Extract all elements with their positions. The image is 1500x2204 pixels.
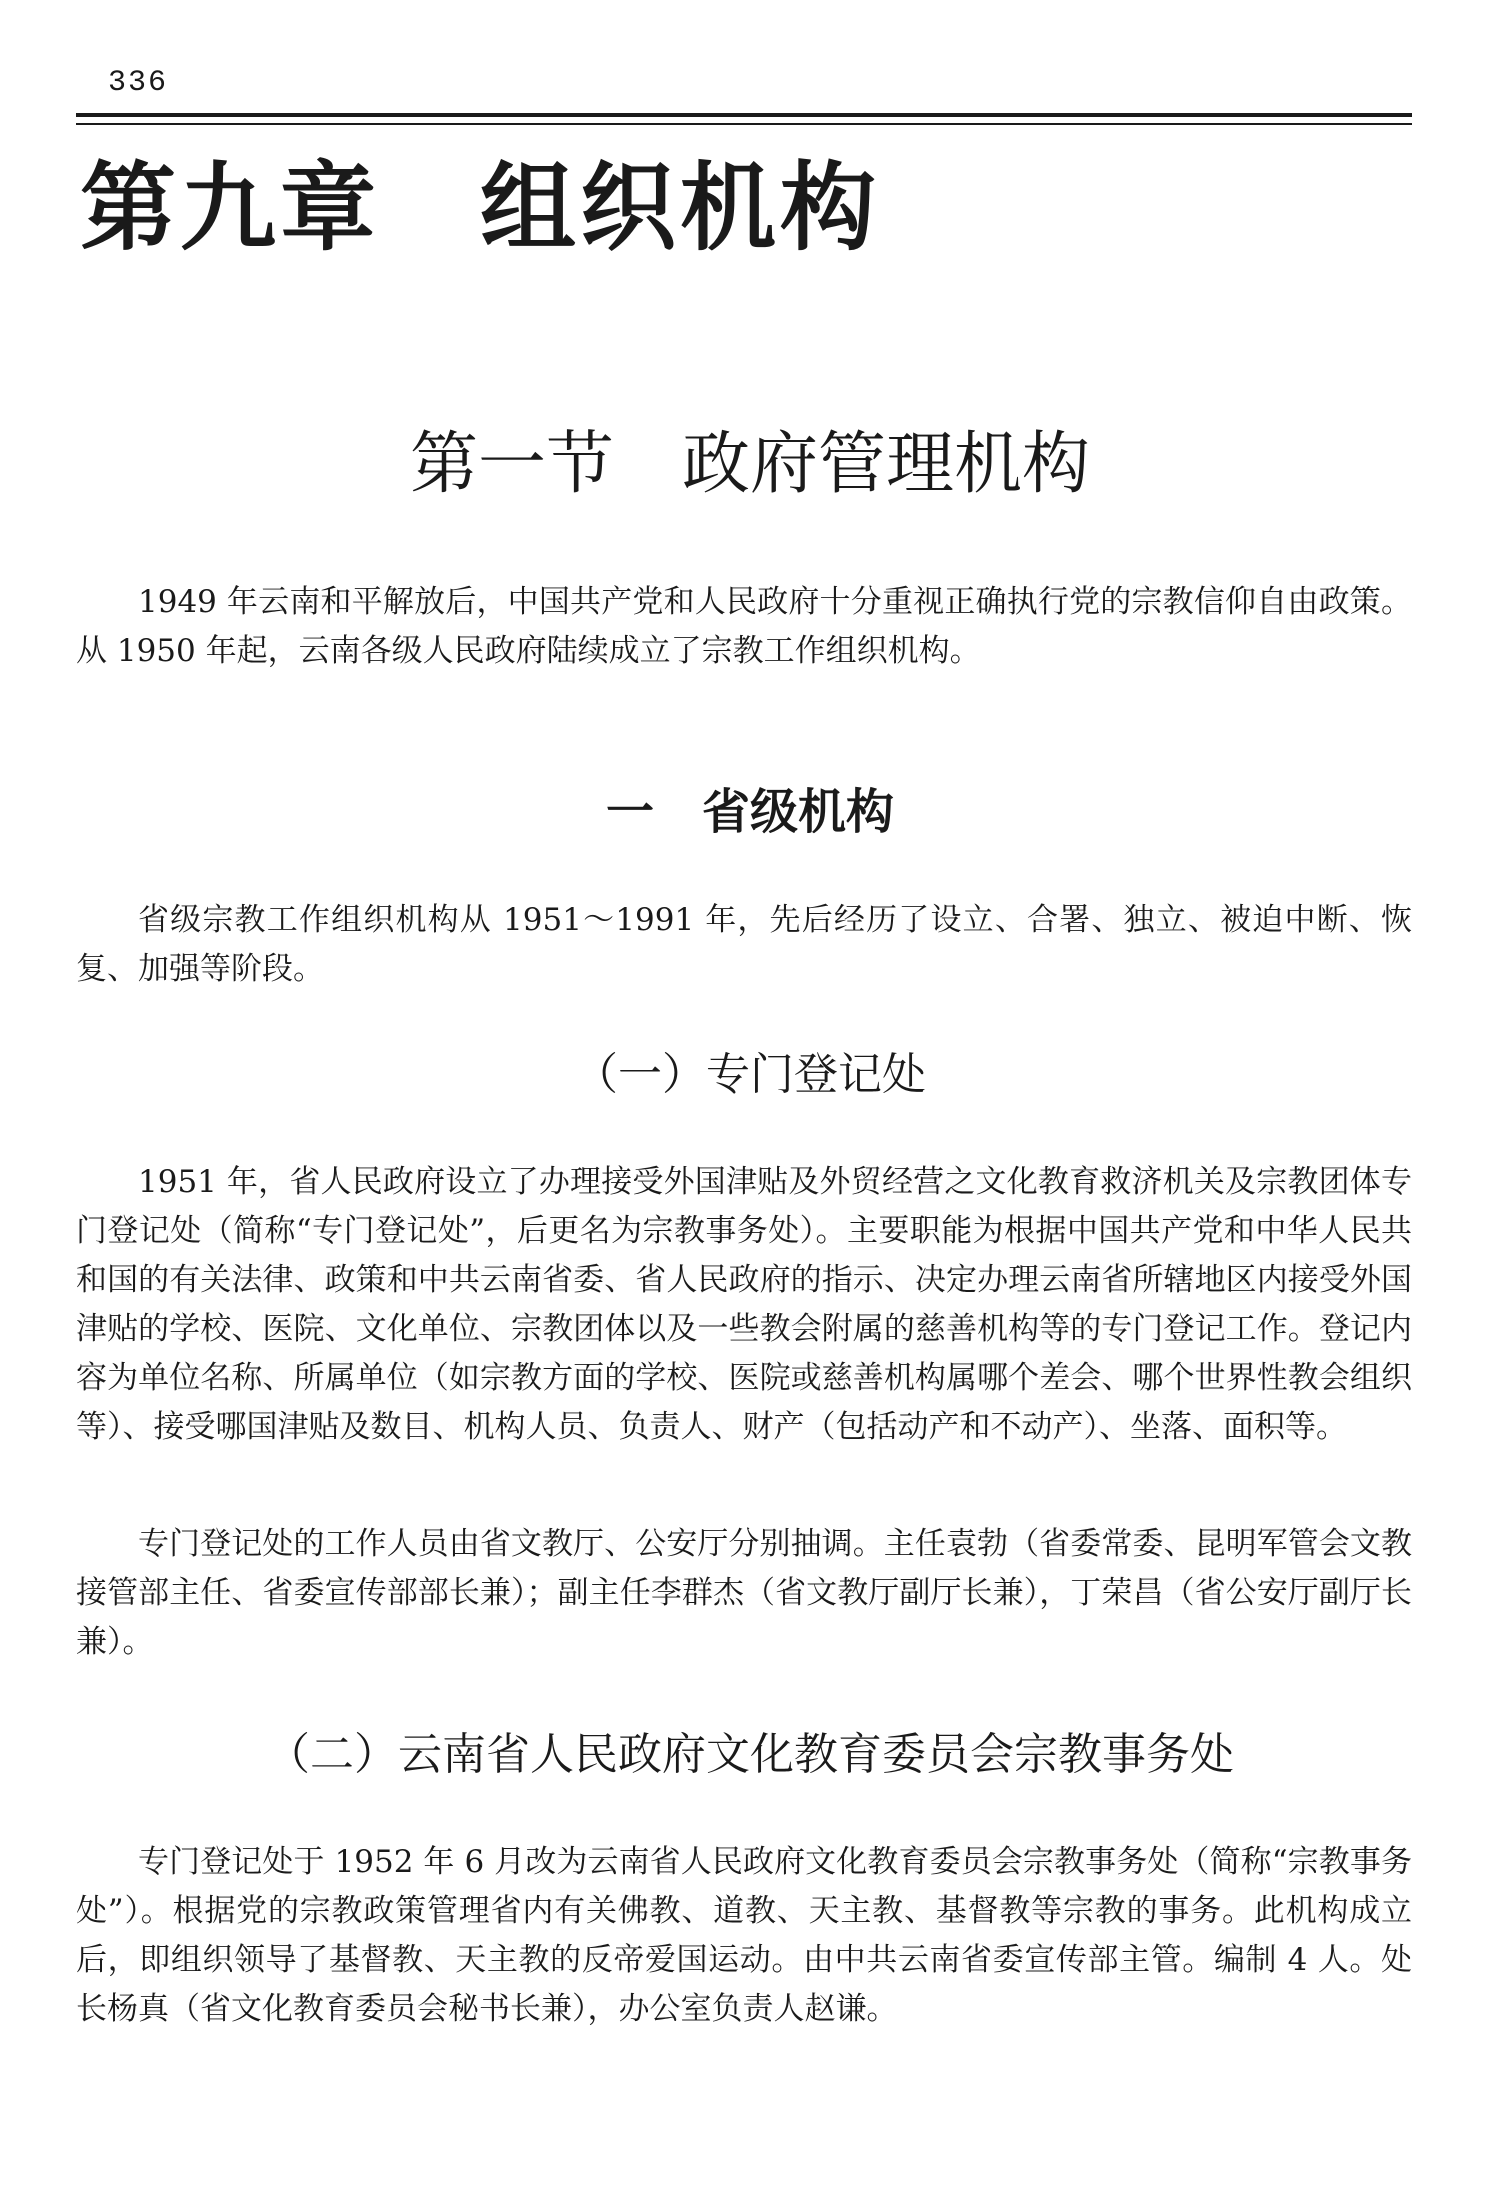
part1-heading: （一）专门登记处 <box>574 1049 926 1100</box>
subsection-title: 一 省级机构 <box>605 784 894 840</box>
page-number: 336 <box>108 66 169 100</box>
part1-paragraph-1: 1951 年，省人民政府设立了办理接受外国津贴及外贸经营之文化教育救济机关及宗教团体专门登记处（简称“专门登记处”，后更名为宗教事务处）。主要职能为根据中国共产党和中华人民共和国的有关法律、政策和中共云南省委、省人民政府的指示、决定办理云南省所辖地区内接受外国津贴的学校、医院、文化单位、宗教团体以及一些教会附属的慈善机构等的专门登记工作。登记内容为单位名称、所属单位（如宗教方面的学校、医院或慈善机构属哪个差会、哪个世界性教会组织等）、接受哪国津贴及数目、机构人员、负责人、财产（包括动产和不动产）、坐落、面积等。 <box>76 1164 1412 1445</box>
intro-paragraph: 1949 年云南和平解放后，中国共产党和人民政府十分重视正确执行党的宗教信仰自由政策。从 1950 年起，云南各级人民政府陆续成立了宗教工作组织机构。 <box>76 584 1412 669</box>
chapter-title: 第九章 组织机构 <box>80 152 880 264</box>
part1-paragraph-2: 专门登记处的工作人员由省文教厅、公安厅分别抽调。主任袁勃（省委常委、昆明军管会文教接管部主任、省委宣传部部长兼）；副主任李群杰（省文教厅副厅长兼），丁荣昌（省公安厅副厅长兼）。 <box>76 1526 1412 1660</box>
header-rule-thin <box>76 123 1412 125</box>
section-title: 第一节 政府管理机构 <box>409 425 1090 504</box>
part2-paragraph-1: 专门登记处于 1952 年 6 月改为云南省人民政府文化教育委员会宗教事务处（简称“宗教事务处”）。根据党的宗教政策管理省内有关佛教、道教、天主教、基督教等宗教的事务。此机构成立后，即组织领导了基督教、天主教的反帝爱国运动。由中共云南省委宣传部主管。编制 4 人。处长杨真（省文化教育委员会秘书长兼），办公室负责人赵谦。 <box>76 1844 1412 2027</box>
part2-heading: （二）云南省人民政府文化教育委员会宗教事务处 <box>266 1729 1234 1780</box>
header-rule-thick <box>76 113 1412 117</box>
subsection-paragraph: 省级宗教工作组织机构从 1951～1991 年，先后经历了设立、合署、独立、被迫中断、恢复、加强等阶段。 <box>76 902 1412 987</box>
